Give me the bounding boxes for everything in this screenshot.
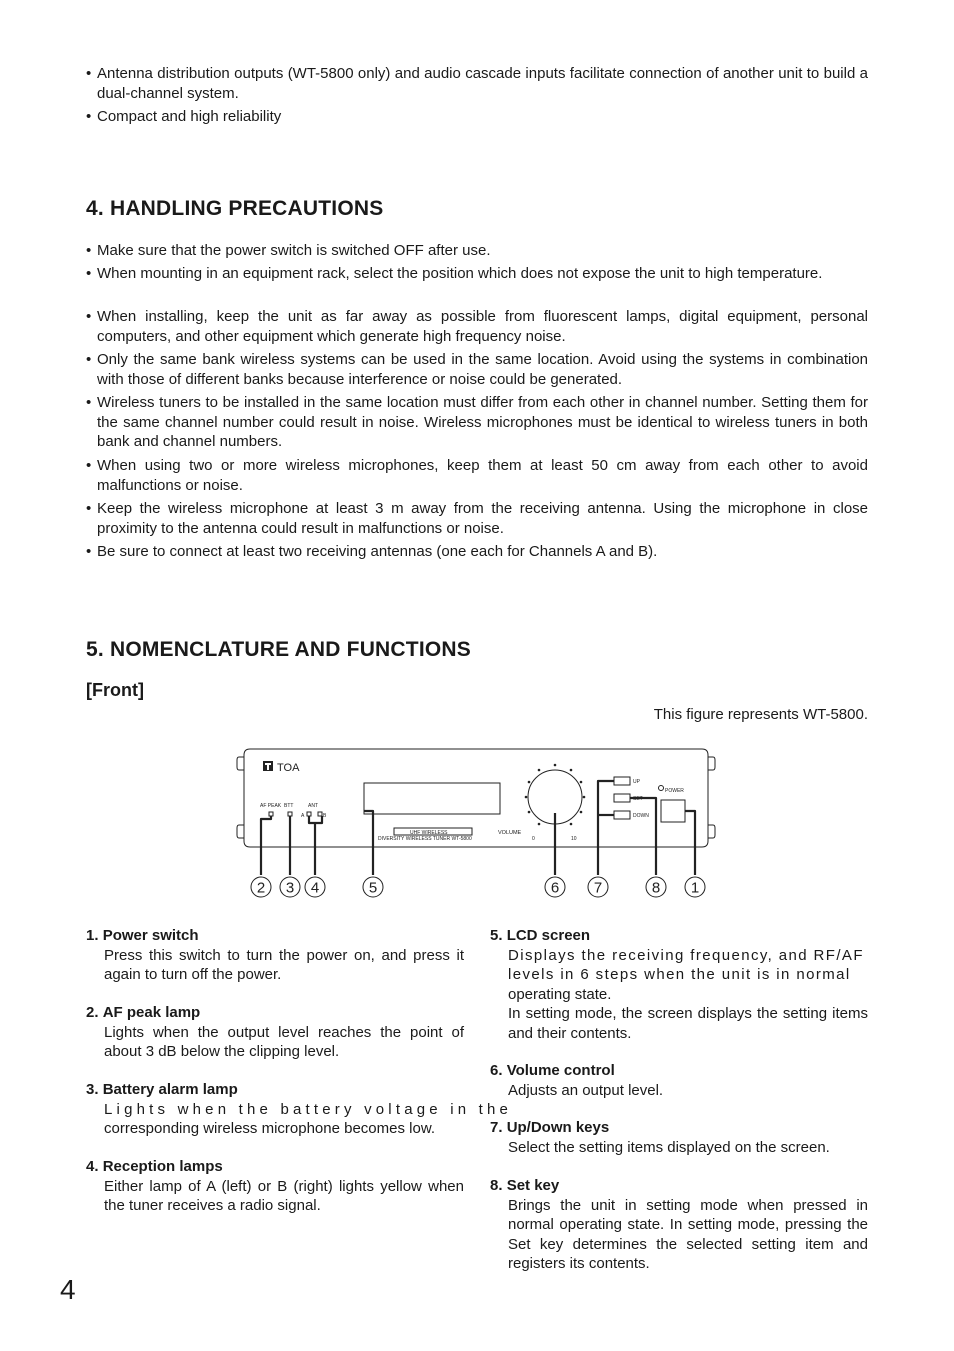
callout-8-label: 8	[651, 879, 661, 897]
lbl-volume: VOLUME	[498, 830, 522, 836]
precaution-bullet-1: • Make sure that the power switch is switched OFF after use.	[86, 241, 868, 261]
item-body: Brings the unit in setting mode when pressed in normal operating state. In setting mode, pressing the Set key determines the selected setting item and registers its contents.	[508, 1196, 868, 1272]
item-title: Reception lamps	[102, 1158, 223, 1175]
precaution-bullet-6: • When using two or more wireless microphones, keep them at least 50 cm away from each other to avoid malfunctions or noise.	[86, 457, 868, 494]
item-number: 1.	[86, 927, 99, 944]
item-number: 4.	[86, 1158, 99, 1175]
lbl-ant: ANT	[308, 803, 318, 809]
precaution-bullet-4: • Only the same bank wireless systems can be used in the same location. Avoid using the systems in combination with those of different banks because interference or noise could be generated.	[86, 351, 868, 388]
intro-bullet-text: Compact and high reliability	[97, 108, 282, 125]
precaution-text: Be sure to connect at least two receiving antennas (one each for Channels A and B).	[97, 543, 658, 560]
item-number: 6.	[490, 1062, 503, 1079]
item-title: Up/Down keys	[506, 1119, 610, 1136]
item-body: Press this switch to turn the power on, and press it again to turn off the power.	[104, 946, 464, 983]
lcd-screen	[364, 783, 500, 814]
item-title: AF peak lamp	[102, 1004, 201, 1021]
precaution-text: When mounting in an equipment rack, select the position which does not expose the unit to high temperature.	[97, 265, 823, 282]
item-volume-control	[490, 1061, 868, 1100]
reception-lamp-b	[318, 812, 322, 816]
battery-alarm-lamp	[288, 812, 292, 816]
lbl-volume-min: 0	[532, 836, 535, 842]
up-key[interactable]	[614, 777, 630, 785]
item-body-line-1: Lights when the battery voltage in the	[104, 1100, 513, 1118]
item-title: Power switch	[102, 927, 199, 944]
af-peak-lamp	[269, 812, 273, 816]
lbl-volume-max: 10	[571, 836, 577, 842]
lbl-b: B	[323, 813, 327, 819]
section-5-title: 5. NOMENCLATURE AND FUNCTIONS	[86, 638, 471, 661]
item-lcd-screen	[490, 926, 868, 1043]
item-af-peak-lamp	[86, 1003, 464, 1062]
item-number: 3.	[86, 1081, 99, 1098]
item-up-down-keys	[490, 1118, 868, 1157]
reception-lamp-a	[307, 812, 311, 816]
precaution-text: When installing, keep the unit as far away as possible from fluorescent lamps, digital equipment, personal computers, and other equipment which generate high frequency noise.	[97, 308, 868, 345]
item-body: Lights when the output level reaches the point of about 3 dB below the clipping level.	[104, 1023, 464, 1060]
item-number: 8.	[490, 1177, 503, 1194]
item-body: Either lamp of A (left) or B (right) lights yellow when the tuner receives a radio signal.	[104, 1177, 464, 1214]
rack-ear-right-top	[708, 757, 715, 770]
item-title: Volume control	[506, 1062, 615, 1079]
item-reception-lamps	[86, 1157, 464, 1216]
precaution-text: Keep the wireless microphone at least 3 m away from the receiving antenna. Using the microphone in close proximity to the antenna could result in malfunctions or noise.	[97, 500, 868, 537]
precaution-text: When using two or more wireless microphones, keep them at least 50 cm away from each other to avoid malfunctions or noise.	[97, 457, 868, 494]
lbl-btt: BTT	[284, 803, 294, 809]
callout-1-label: 1	[690, 879, 700, 897]
item-body-line-2: corresponding wireless microphone becomes low.	[104, 1120, 435, 1137]
precaution-bullet-7: • Keep the wireless microphone at least 3 m away from the receiving antenna. Using the microphone in close proximity to the antenna could result in malfunctions or noise.	[86, 500, 868, 537]
item-body-line-3: operating state.	[508, 985, 612, 1003]
item-title: Battery alarm lamp	[102, 1081, 238, 1098]
precaution-bullet-8: • Be sure to connect at least two receiving antennas (one each for Channels A and B).	[86, 542, 868, 562]
precaution-text: Make sure that the power switch is switched OFF after use.	[97, 242, 491, 259]
intro-bullet-2: • Compact and high reliability	[86, 107, 868, 127]
lbl-uhf-wireless: UHF WIRELESS	[410, 830, 448, 836]
set-key[interactable]	[614, 794, 630, 802]
callout-2-label: 2	[256, 879, 266, 897]
intro-bullet-1: • Antenna distribution outputs (WT-5800 only) and audio cascade inputs facilitate connection of another unit to build a dual-channel system.	[86, 65, 868, 102]
toa-logo-icon	[263, 761, 273, 771]
callout-6-label: 6	[550, 879, 560, 897]
item-body: Select the setting items displayed on the screen.	[508, 1138, 830, 1156]
callout-4-label: 4	[310, 879, 320, 897]
item-power-switch	[86, 926, 464, 985]
callout-3-label: 3	[285, 879, 295, 897]
down-key[interactable]	[614, 811, 630, 819]
precaution-bullet-3: • When installing, keep the unit as far away as possible from fluorescent lamps, digital equipment, personal computers, and other equipment which generate high frequency noise.	[86, 308, 868, 345]
section-4-title: 4. HANDLING PRECAUTIONS	[86, 197, 384, 220]
item-body-line-1: Displays the receiving frequency, and RF/AF	[508, 946, 864, 964]
item-body-line-2: levels in 6 steps when the unit is in normal	[508, 966, 851, 983]
item-number: 7.	[490, 1119, 503, 1136]
precaution-bullet-2: • When mounting in an equipment rack, select the position which does not expose the unit to high temperature.	[86, 264, 868, 284]
item-number: 5.	[490, 927, 503, 944]
intro-bullet-text: Antenna distribution outputs (WT-5800 only) and audio cascade inputs facilitate connection of another unit to build a dual-channel system.	[97, 65, 868, 102]
callout-7-label: 7	[593, 879, 603, 897]
precaution-text: Wireless tuners to be installed in the same location must differ from each other in channel number. Setting them for the same channel number could result in noise. Wireless microphones must be identical to wireless tuners in both bank and channel numbers.	[97, 394, 868, 450]
item-number: 2.	[86, 1004, 99, 1021]
lbl-up: UP	[633, 779, 640, 785]
power-icon	[659, 786, 664, 791]
rack-ear-left-bottom	[237, 825, 244, 838]
item-battery-alarm-lamp	[86, 1080, 513, 1139]
lbl-down: DOWN	[633, 813, 649, 819]
front-panel-diagram	[230, 745, 730, 905]
precaution-text: Only the same bank wireless systems can be used in the same location. Avoid using the systems in combination with those of different banks because interference or noise could be generated.	[97, 351, 868, 388]
callout-5-label: 5	[368, 879, 378, 897]
lbl-model: DIVERSITY WIRELESS TUNER WT-5800	[378, 836, 472, 842]
item-title: LCD screen	[506, 927, 591, 944]
rack-ear-right-bottom	[708, 825, 715, 838]
item-set-key	[490, 1176, 868, 1274]
rack-ear-left-top	[237, 757, 244, 770]
lbl-set: SET	[633, 796, 643, 802]
lbl-power: POWER	[665, 788, 684, 794]
brand-logo-text: TOA	[277, 762, 300, 774]
lbl-a: A	[301, 813, 305, 819]
lbl-af-peak: AF PEAK	[260, 803, 282, 809]
item-body: Adjusts an output level.	[508, 1081, 664, 1099]
precaution-bullet-5: • Wireless tuners to be installed in the same location must differ from each other in channel number. Setting them for the same channel number could result in noise. Wireless microphones must be identical to wireless tuners in both bank and channel numbers.	[86, 394, 868, 450]
page-number: 4	[60, 1274, 76, 1305]
figure-note: This figure represents WT-5800.	[653, 706, 868, 723]
item-body-line-4: In setting mode, the screen displays the setting items and their contents.	[508, 1005, 868, 1042]
item-title: Set key	[506, 1177, 560, 1194]
power-switch[interactable]	[661, 800, 685, 822]
front-subtitle: [Front]	[86, 680, 144, 700]
